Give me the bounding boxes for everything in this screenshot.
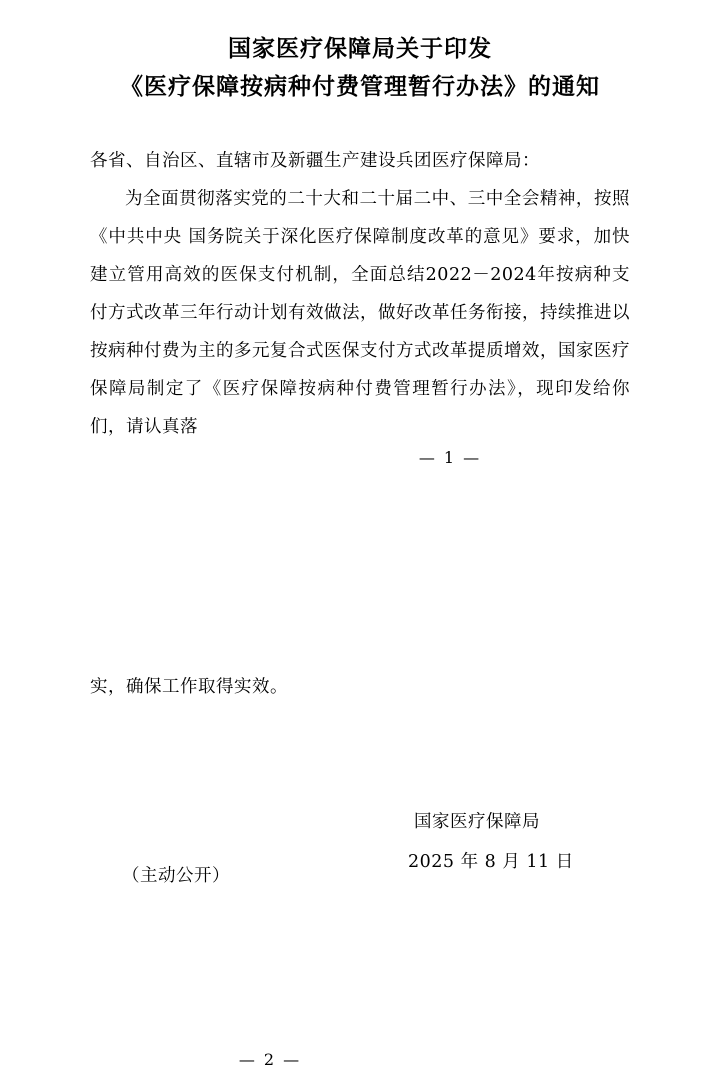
continuation-paragraph: 实，确保工作取得实效。 — [90, 677, 288, 697]
body-paragraph: 为全面贯彻落实党的二十大和二十届二中、三中全会精神，按照《中共中央 国务院关于深化医疗保障制度改革的意见》要求，加快建立管用高效的医保支付机制，全面总结2022－2024年按病种支付方式改革三年行动计划有效做法，做好改革任务衔接，持续推进以按病种付费为主的多元复合式医保支付方式改革提质增效，国家医疗保障局制定了《医疗保障按病种付费管理暂行办法》，现印发给你们，请认真落 — [90, 189, 630, 437]
publicity-note: （主动公开） — [122, 866, 230, 886]
page-number-first: — 1 — — [418, 448, 482, 467]
signature-date: 2025 年 8 月 11 日 — [408, 852, 574, 872]
page-title-line-1: 国家医疗保障局关于印发 — [228, 35, 492, 62]
signature-organization: 国家医疗保障局 — [414, 812, 540, 832]
signature-block — [400, 802, 630, 882]
document-body — [90, 142, 630, 446]
page-number-second: — 2 — — [238, 1050, 302, 1069]
page-title-line-2: 《医疗保障按病种付费管理暂行办法》的通知 — [120, 73, 600, 100]
salutation: 各省、自治区、直辖市及新疆生产建设兵团医疗保障局： — [90, 151, 540, 171]
document-title-block — [60, 30, 660, 106]
